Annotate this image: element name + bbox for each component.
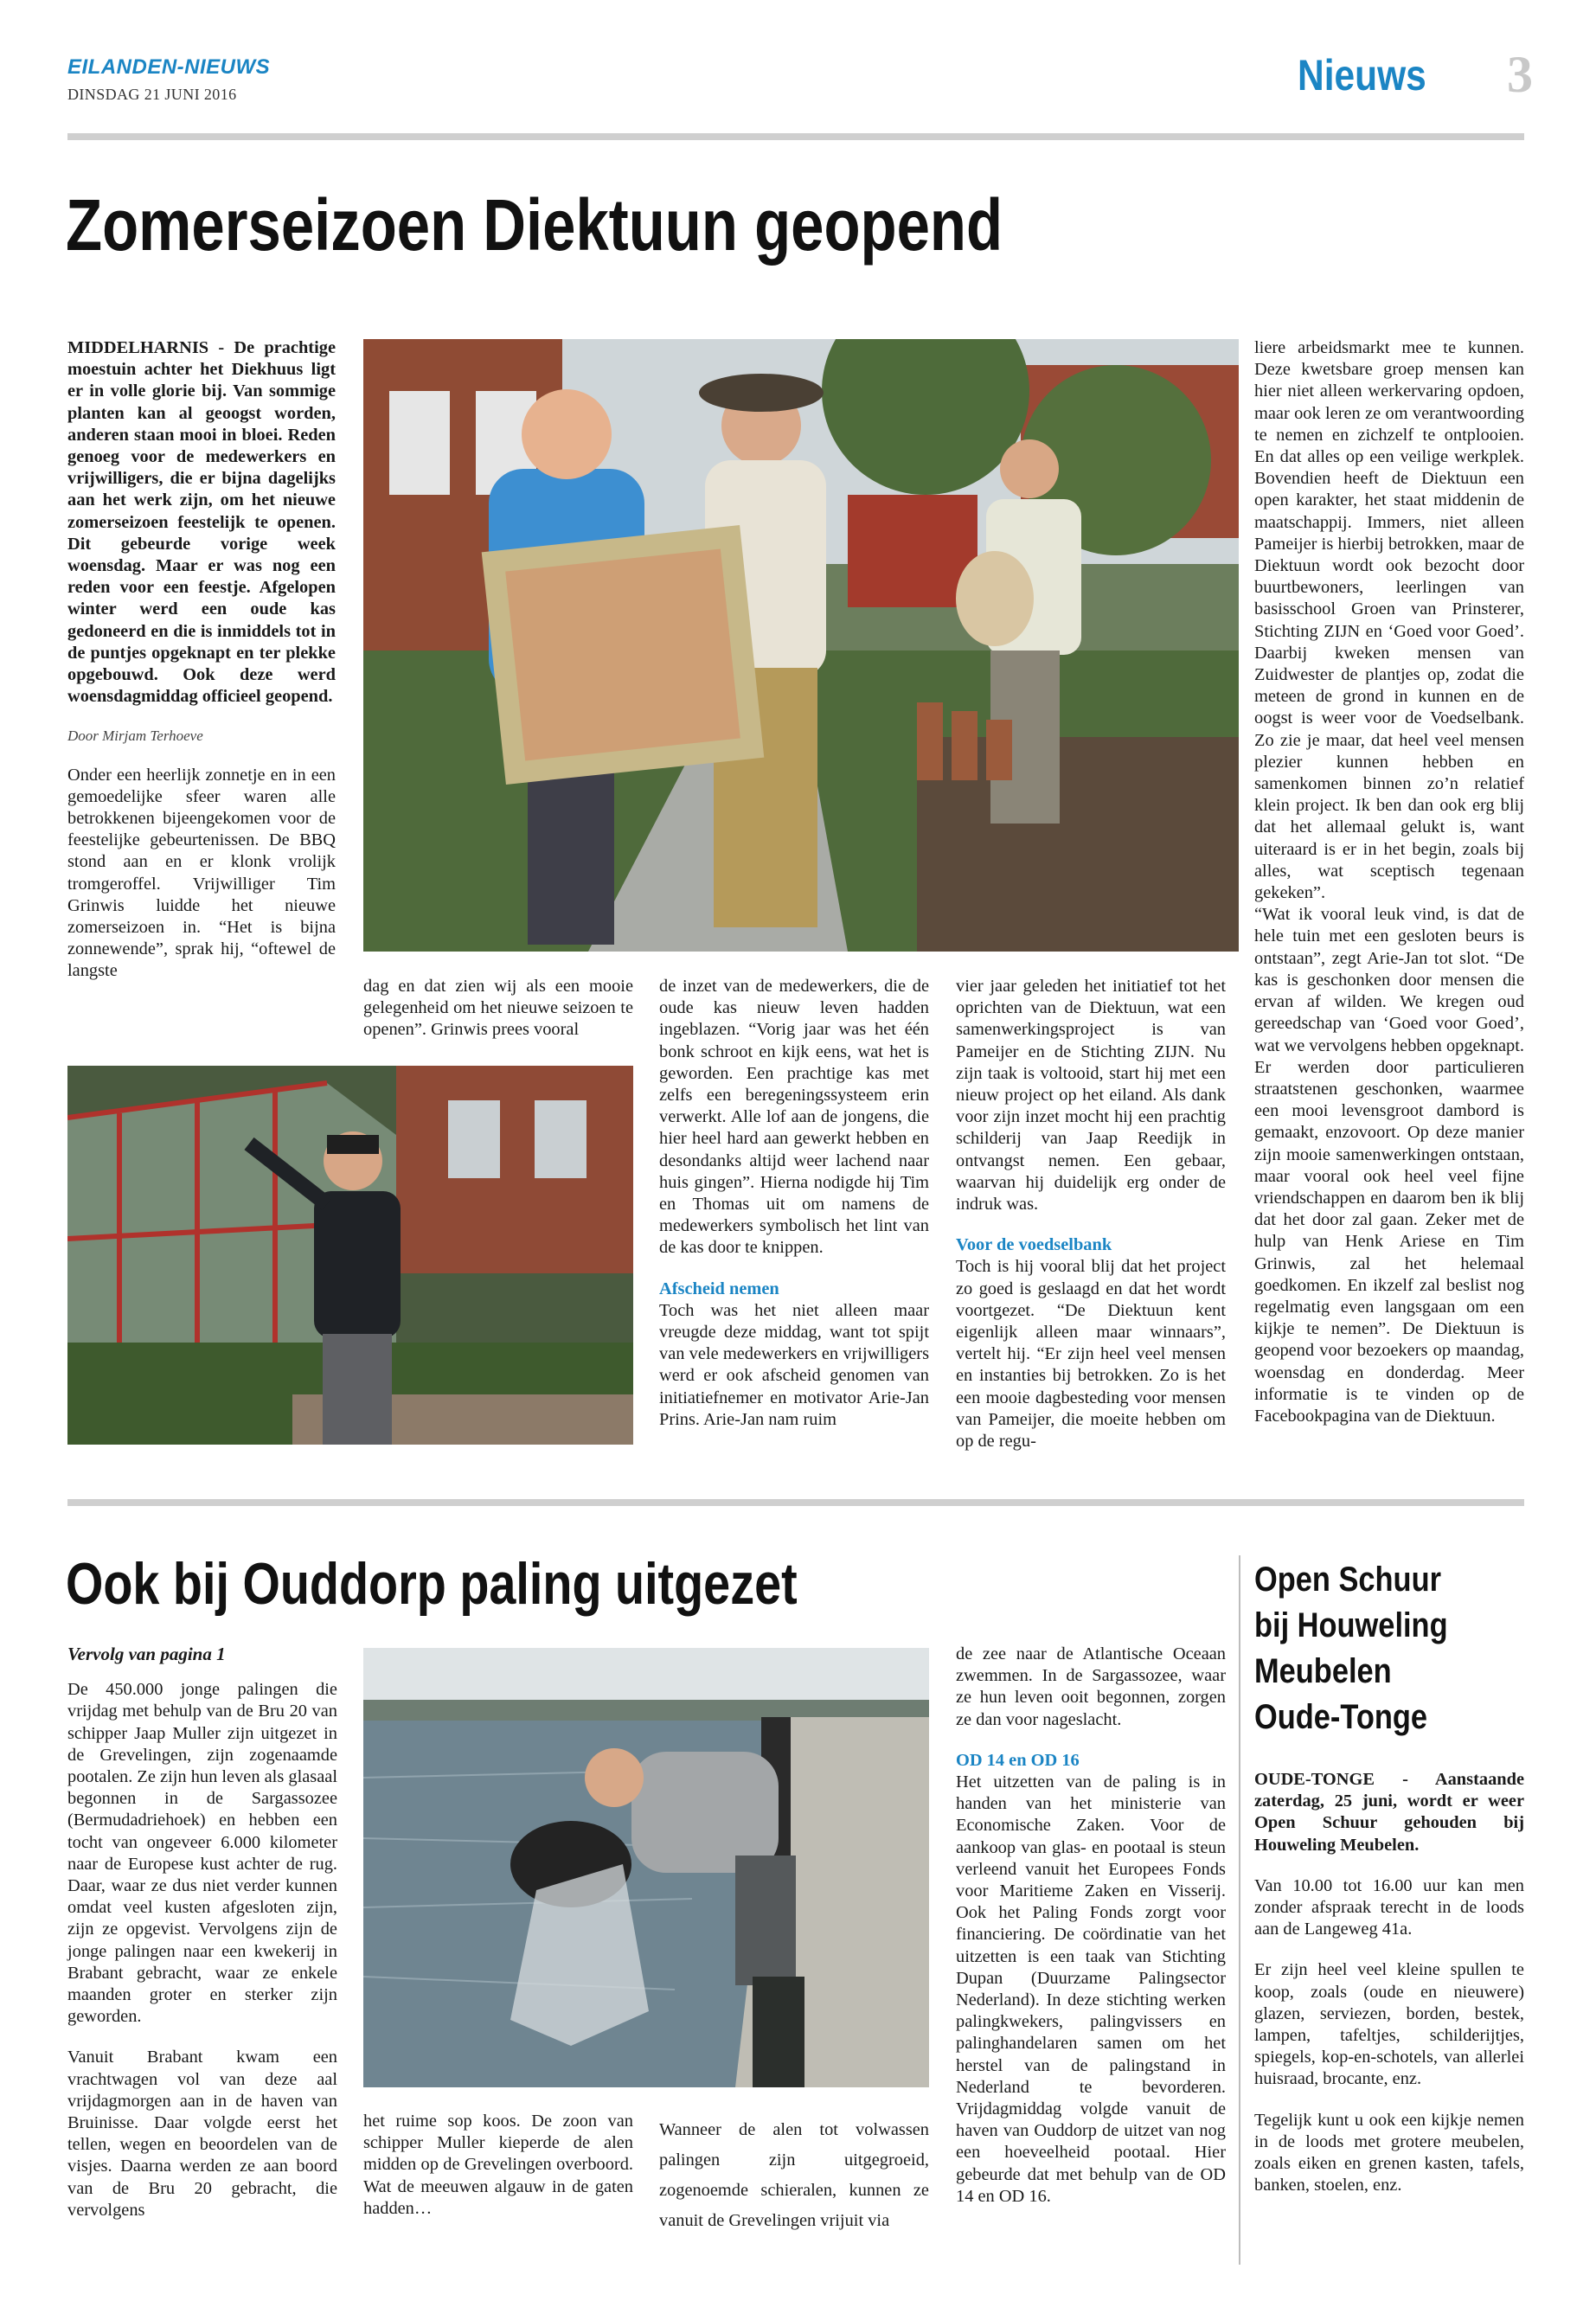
sidebar-title-line-2: bij Houweling bbox=[1254, 1606, 1448, 1644]
article1-col5-body: liere arbeidsmarkt mee te kunnen. Deze kwetsbare groep mensen kan hier niet alleen werkervaring opdoen, maar ook leren ze om verantwoording te nemen en zichzelf te ontplooien. En dat alles op een veilige werkplek. Bovendien heeft de Diektuun een open karakter, het staat middenin de maatschappij. Immers, niet alleen Pameijer is hierbij betrokken, maar de Diektuun wordt ook bezocht door buurtbewoners, leerlingen van basisschool Groen van Prinsterer, Stichting ZIJN en ‘Goed voor Goed’. Daarbij kweken mensen van Zuidwester de plantjes op, zodat die meteen de grond in kunnen en de oogst is weer voor de Voedselbank. Zo zie je maar, dat heel veel mensen plezier kunnen hebben en samenkomen binnen zo’n relatief klein project. Ik ben dan ook erg blij dat het allemaal gelukt is, want uiteraard is er in het begin, zoals bij alles, wat sceptisch tegenaan gekeken”. bbox=[1254, 338, 1524, 903]
sidebar-lead: OUDE-TONGE - Aanstaande zaterdag, 25 juni, wordt er weer Open Schuur gehouden bij Houweling Meubelen. bbox=[1254, 1770, 1524, 1855]
section-label: Nieuws bbox=[1298, 51, 1426, 99]
article2-headline: Ook bij Ouddorp paling uitgezet bbox=[66, 1551, 798, 1617]
article2-column-1 bbox=[67, 1644, 337, 2221]
subhead-voedselbank: Voor de voedselbank bbox=[956, 1235, 1112, 1255]
article1-col3-body2: Toch was het niet alleen maar vreugde deze middag, want tot spijt van vele medewerkers en vrijwilligers werd er ook afscheid genomen van initiatiefnemer en motivator Arie-Jan Prins. Arie-Jan nam ruim bbox=[659, 1300, 929, 1429]
photo-greenhouse bbox=[67, 1066, 633, 1445]
article1-col4-body2: Toch is hij vooral blij dat het project zo goed is geslaagd en dat het wordt voortgezet. “De Diektuun kent eigenlijk alleen maar winnaars”, vertelt hij. “Er zijn heel veel mensen en instanties bij betrokken. Zo is het een mooie dagbesteding voor mensen van Pameijer, die moeite hebben om op de regu- bbox=[956, 1257, 1226, 1452]
article1-col1-body: Onder een heerlijk zonnetje en in een gemoedelijke sfeer waren alle betrokkenen bijeengekomen voor de feestelijke gebeurtenissen. De BBQ stond aan en er klonk vrolijk tromgeroffel. Vrijwilliger Tim Grinwis luidde het nieuwe zomerseizoen in. “Het is bijna zonnewende”, sprak hij, “oftewel de langste bbox=[67, 765, 336, 981]
subhead-afscheid: Afscheid nemen bbox=[659, 1279, 779, 1298]
article2-col4-body: de zee naar de Atlantische Oceaan zwemmen. In de Sargassozee, waar ze hun leven ooit begonnen, zorgen ze dan voor nageslacht. bbox=[956, 1644, 1226, 1729]
article1-column-1 bbox=[67, 337, 336, 983]
article1-byline: Door Mirjam Terhoeve bbox=[67, 727, 203, 745]
sidebar-paragraph-3: Tegelijk kunt u ook een kijkje nemen in de loods met grotere meubelen, zoals eiken en grenen kasten, tafels, banken, stoelen, enz. bbox=[1254, 2110, 1524, 2195]
sidebar-divider bbox=[1239, 1555, 1240, 2265]
article2-col1-body: De 450.000 jonge palingen die vrijdag met behulp van de Bru 20 van schipper Jaap Muller zijn uitgezet in de Grevelingen, zijn zogenaamde pootalen. Ze zijn hun leven als glasaal begonnen in de Sargassozee (Bermudadriehoek) en hebben een tocht van ongeveer 6.000 kilometer naar de Europese kust achter de rug. Daar, waar ze dus niet verder kunnen omdat veel kusten afgesloten zijn, zijn ze opgevist. Vervolgens zijn de jonge palingen naar een kwekerij in Brabant gebracht, waar ze enkele maanden groter en sterker zijn geworden. bbox=[67, 1680, 337, 2027]
article2-col3-body: Wanneer de alen tot volwassen palingen zijn uitgegroeid, zogenoemde schieralen, kunnen ze vanuit de Grevelingen vrijuit via bbox=[659, 2120, 929, 2230]
article1-col3-body: de inzet van de medewerkers, die de oude kas nieuw leven hadden ingeblazen. “Vorig jaar was het één bonk schroot en kijk eens, wat het is geworden. Een prachtige kas met zelfs een beregeningssysteem erin verwerkt. Alle lof aan de jongens, die hier heel hard aan gewerkt hebben en desondanks altijd weer lachend naar huis gingen”. Hierna nodigde hij Tim en Thomas uit om namens de medewerkers symbolisch het lint van de kas door te knippen. bbox=[659, 977, 929, 1258]
article2-col1-body2: Vanuit Brabant kwam een vrachtwagen vol van deze aal vrijdagmorgen aan in de haven van Bruinisse. Daar volgde eerst het tellen, wegen en beoordelen van de visjes. Daarna werden ze aan boord van de Bru 20 gebracht, die vervolgens bbox=[67, 2048, 337, 2220]
sidebar-paragraph-2: Er zijn heel veel kleine spullen te koop, zoals (oude en nieuwere) glazen, serviezen, borden, bestek, lampen, tafeltjes, schilderijtjes, spiegels, kop-en-schotels, van allerlei huisraad, brocante, enz. bbox=[1254, 1960, 1524, 2089]
issue-date: DINSDAG 21 JUNI 2016 bbox=[67, 86, 237, 103]
sidebar-title bbox=[1254, 1557, 1524, 1740]
middle-rule bbox=[67, 1499, 1524, 1506]
article1-column-4 bbox=[956, 976, 1226, 1452]
sidebar-paragraph-1: Van 10.00 tot 16.00 uur kan men zonder afspraak terecht in de loods aan de Langeweg 41a. bbox=[1254, 1875, 1524, 1939]
article2-column-2 bbox=[363, 2111, 633, 2220]
page-number: 3 bbox=[1507, 46, 1533, 103]
sidebar-body bbox=[1254, 1769, 1524, 2196]
article1-col4-body: vier jaar geleden het initiatief tot het oprichten van de Diektuun, wat een samenwerkingsproject is van Pameijer en de Stichting ZIJN. Nu zijn taak is voltooid, start hij met een nieuw project op het eiland. Als dank voor zijn inzet mocht hij een prachtig schilderij van Jaap Reedijk in ontvangst nemen. Een gebaar, waarvan hij duidelijk erg onder de indruk was. bbox=[956, 977, 1226, 1215]
photo-painting-presentation bbox=[363, 339, 1239, 952]
article2-column-3 bbox=[659, 2115, 929, 2236]
article2-col2-body: het ruime sop koos. De zoon van schipper Muller kieperde de alen midden op de Grevelingen overboord. Wat de meeuwen algauw in de gaten hadden… bbox=[363, 2112, 633, 2218]
article1-headline: Zomerseizoen Diektuun geopend bbox=[66, 184, 1003, 266]
photo-eel-release bbox=[363, 1648, 929, 2087]
top-rule bbox=[67, 133, 1524, 140]
article2-col4-body2: Het uitzetten van de paling is in handen van het ministerie van Economische Zaken. Voor de aankoop van glas- en pootaal is steun verleend vanuit het Europees Fonds voor Maritieme Zaken en Visserij. Ook het Paling Fonds zorgt voor financiering. De coördinatie van het uitzetten is een taak van Stichting Dupan (Duurzame Palingsector Nederland). In deze stichting werken palingkwekers, palingvissers en palinghandelaren samen om het herstel van de palingstand in Nederland te bevorderen. Vrijdagmiddag volgde vanuit de haven van Ouddorp de uitzet van nog een hoeveelheid pootaal. Hier gebeurde dat met behulp van de OD 14 en OD 16. bbox=[956, 1772, 1226, 2206]
newspaper-logo: EILANDEN-NIEUWS bbox=[67, 55, 271, 79]
article1-column-5 bbox=[1254, 337, 1524, 1427]
sidebar-title-line-3: Meubelen bbox=[1254, 1652, 1392, 1690]
article2-column-4 bbox=[956, 1644, 1226, 2208]
article1-column-3 bbox=[659, 976, 929, 1431]
continued-label: Vervolg van pagina 1 bbox=[67, 1644, 226, 1664]
subhead-od14-od16: OD 14 en OD 16 bbox=[956, 1750, 1080, 1770]
sidebar-title-line-4: Oude-Tonge bbox=[1254, 1698, 1428, 1736]
article1-lead: MIDDELHARNIS - De prachtige moestuin achter het Diekhuus ligt er in volle glorie bij. Van sommige planten kan al geoogst worden, anderen staan mooi in bloei. Reden genoeg voor de medewerkers en vrijwilligers, die er bijna dagelijks aan het werk zijn, om het nieuwe zomerseizoen feestelijk te openen. Dit gebeurde vorige week woensdag. Maar er was nog een reden voor een feestje. Afgelopen winter werd een oude kas gedoneerd en die is inmiddels tot in de puntjes opgeknapt en ter plekke opgebouwd. Ook deze werd woensdagmiddag officieel geopend. bbox=[67, 338, 336, 707]
article1-col5-body2: “Wat ik vooral leuk vind, is dat de hele tuin met een gesloten beurs is ontstaan”, zegt Arie-Jan tot slot. “De kas is geschonken door mensen die ervan af wilden. We kregen oud gereedschap van ‘Goed voor Goed’, wat we vervolgens hebben opgeknapt. Er werden door particulieren straatstenen geschonken, waarmee een mooi levensgroot dambord is gemaakt, enzovoort. Op deze manier zijn mooie samenwerkingen ontstaan, maar vooral ook heel veel fijne vriendschappen en daarom ben ik blij dat het door zal gaan. Zeker met de hulp van Henk Ariese en Tim Grinwis, zal het helemaal goedkomen. En ikzelf zal beslist nog regelmatig even langsgaan om een kijkje te nemen”. De Diektuun is geopend voor bezoekers op maandag, woensdag en donderdag. Meer informatie is te vinden op de Facebookpagina van de Diektuun. bbox=[1254, 905, 1524, 1426]
sidebar-title-line-1: Open Schuur bbox=[1254, 1561, 1441, 1599]
article1-column-2 bbox=[363, 976, 633, 1042]
article1-col2-body: dag en dat zien wij als een mooie gelegenheid om het nieuwe seizoen te openen”. Grinwis prees vooral bbox=[363, 977, 633, 1040]
